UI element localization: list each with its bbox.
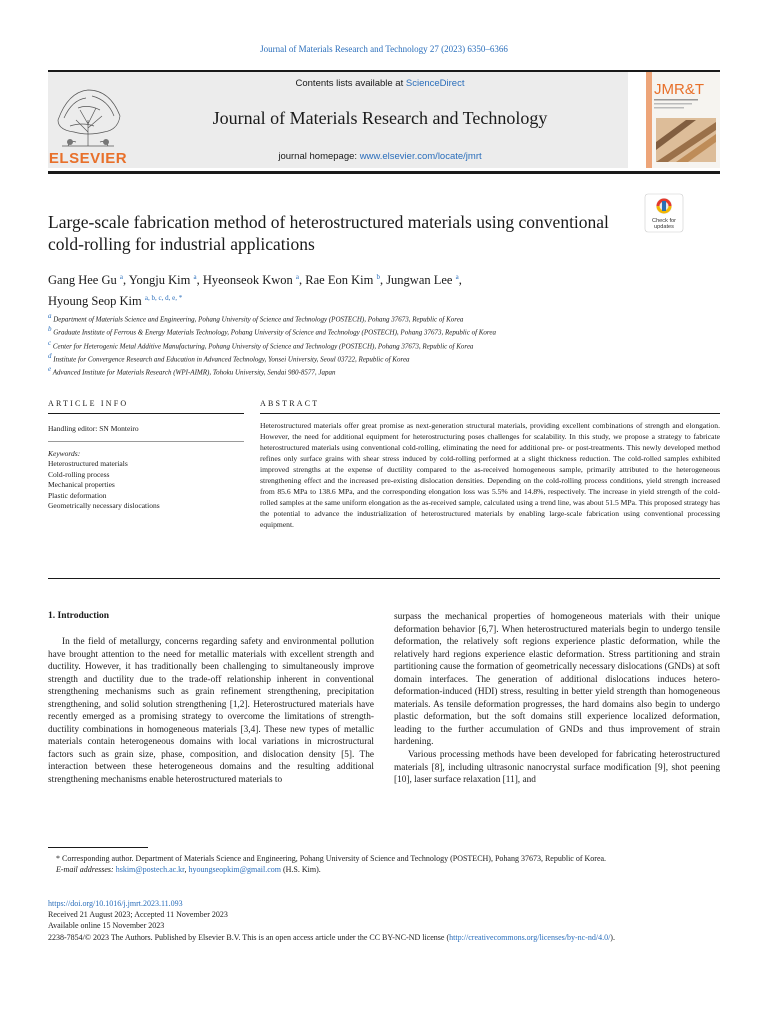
affiliation-text: Department of Materials Science and Engineering, Pohang University of Science and Technology (POSTECH), Pohang 37673, Republic of Korea (53, 315, 464, 324)
author-name[interactable]: Rae Eon Kim (305, 273, 374, 288)
article-title: Large-scale fabrication method of heterostructured materials using conventional cold-rolling for industrial applications (48, 212, 609, 254)
email-label: E-mail addresses: (56, 865, 114, 875)
author-name[interactable]: Gang Hee Gu (48, 273, 117, 288)
homepage-link[interactable]: www.elsevier.com/locate/jmrt (359, 151, 482, 162)
cover-art (646, 72, 720, 168)
affiliation-mark[interactable]: a (455, 273, 459, 281)
email-suffix: (H.S. Kim). (280, 865, 321, 875)
doi-link[interactable]: https://doi.org/10.1016/j.jmrt.2023.11.093 (48, 899, 183, 908)
publisher-name: ELSEVIER (48, 150, 128, 167)
email-link[interactable]: hyoungseopkim@gmail.com (188, 865, 281, 875)
email-separator: , (184, 865, 189, 875)
email-link[interactable]: hskim@postech.ac.kr (115, 865, 185, 875)
publication-info (48, 898, 720, 943)
keyword-item: Mechanical properties (48, 480, 115, 490)
cover-title: JMR&T (654, 81, 704, 98)
author-name[interactable]: Hyoung Seop Kim (48, 294, 142, 309)
license-suffix: ). (610, 932, 615, 942)
journal-citation[interactable]: Journal of Materials Research and Technology 27 (2023) 6350–6366 (260, 44, 508, 54)
online-date: Available online 15 November 2023 (48, 921, 165, 931)
footnotes (48, 853, 720, 875)
keywords-label: Keywords: (48, 449, 81, 458)
affiliation-mark[interactable]: a (295, 273, 300, 281)
check-for-updates-badge[interactable] (644, 193, 684, 233)
body-paragraph: Various processing methods have been developed for fabricating heterostructured materials [8], including ultrasonic nanocrystal surface modification [9], shot peening [10], laser surface relaxation [11], and (394, 750, 720, 786)
affiliation-item (48, 351, 728, 364)
abstract-heading: ABSTRACT (260, 399, 320, 408)
affiliation-letter: c (48, 338, 52, 347)
abstract-rule (260, 413, 720, 414)
affiliation-mark[interactable]: a (119, 273, 123, 281)
keyword-item: Geometrically necessary dislocations (48, 501, 160, 511)
affiliation-text: Institute for Convergence Research and Education in Advanced Technology, Yonsei University, Seoul 03722, Republic of Korea (53, 355, 410, 364)
homepage-prefix: journal homepage: (278, 151, 360, 162)
body-column-right (394, 611, 720, 787)
affiliation-item (48, 338, 728, 351)
received-dates: Received 21 August 2023; Accepted 11 November 2023 (48, 910, 228, 920)
affiliation-letter: e (48, 365, 52, 374)
affiliation-letter: a (48, 312, 52, 320)
affiliation-item (48, 324, 728, 337)
author-name[interactable]: Jungwan Lee (386, 273, 453, 288)
handling-editor: Handling editor: SN Monteiro (48, 424, 139, 433)
affiliation-letter: d (48, 351, 52, 360)
check-badge-line2: updates (654, 224, 674, 230)
journal-title: Journal of Materials Research and Technology (212, 108, 548, 128)
homepage-line (150, 151, 610, 162)
license-prefix: 2238-7854/© 2023 The Authors. Published by Elsevier B.V. This is an open access article under the CC BY-NC-ND license ( (48, 932, 450, 942)
affiliation-text: Graduate Institute of Ferrous & Energy Materials Technology, Pohang University of Science and Technology (POSTECH), Pohang 37673, Republic of Korea (53, 328, 497, 337)
affiliation-text: Advanced Institute for Materials Research (WPI-AIMR), Tohoku University, Sendai 980-8577, Japan (52, 368, 336, 377)
author-name[interactable]: Yongju Kim (128, 273, 191, 288)
contents-prefix: Contents lists available at (295, 78, 406, 89)
contents-line (150, 78, 610, 89)
affiliation-mark[interactable]: a (193, 273, 197, 281)
license-line (48, 932, 720, 943)
body-paragraph: In the field of metallurgy, concerns regarding safety and environmental pollution have brought attention to the need for metallic materials with excellent strength and ductility. However, it has traditionally been challenging to simultaneously improve strength and ductility due to the trade-off relationship inherent in conventional strengthening mechanisms such as grain refinement strengthening, precipitation strengthening, and solid solution strengthening [1,2]. Heterostructured materials have recently emerged as a promising strategy to overcome the limitations of strength-ductility combinations in homogeneous materials [3,4]. These new types of metallic materials contain heterogeneous domains with local variations in microstructural factors such as grain size, phase, composition, and dislocation density [5]. The interaction between these heterogeneous domains and the resulting additional strengthening mechanisms enable heterostructured materials to (48, 637, 374, 786)
handling-editor-rule (48, 441, 244, 442)
keyword-item: Plastic deformation (48, 490, 107, 500)
affiliation-item (48, 364, 728, 377)
email-line (48, 864, 720, 875)
author-name[interactable]: Hyeonseok Kwon (202, 273, 293, 288)
article-info-rule (48, 413, 244, 414)
keywords-block (48, 449, 244, 511)
header-bottom-rule (48, 171, 720, 174)
affiliation-mark[interactable]: b (376, 273, 380, 281)
keyword-item: Heterostructured materials (48, 459, 128, 469)
body-paragraph: surpass the mechanical properties of homogeneous materials with their unique deformation behavior [6,7]. When heterostructured materials begin to undergo tensile deformation, the relatively soft regions experience plastic deformation, while the relatively hard regions experience elastic deformation. Stress partitioning and strain partitioning cause the formation of geometrically necessary dislocations (GNDs) at soft domain interfaces. The generation of additional dislocations induces hetero-deformation-induced (HDI) stress, resulting in better yield strength than homogeneous materials. As tensile deformation progresses, the hard domains also begin to undergo plastic deformation, but the soft domains still experience localized deformation, leading to the further accumulation of GNDs and thus improvement of strain hardening. (394, 612, 720, 748)
affiliation-mark[interactable]: a, b, c, d, e, * (144, 294, 183, 303)
license-link[interactable]: http://creativecommons.org/licenses/by-nc-nd/4.0/ (449, 932, 611, 942)
affiliation-letter: b (48, 325, 52, 334)
body-column-left (48, 636, 374, 787)
keyword-item: Cold-rolling process (48, 469, 110, 479)
abstract-text: Heterostructured materials offer great promise as next-generation structural materials, providing excellent combinations of strength and elongation. However, the need for additional equipment for heterostructuring poses challenges for scalability. In this study, we propose a strategy to fabricate heterostructured materials using conventional cold-rolling, eliminating the need for additional pre- or post-treatments. This newly developed method refines only surface grains with shear stress induced by cold-rolling performed at a slight thickness reduction. The cold-rolled samples exhibited improved strengths at the expense of ductility compared to the as-received homogeneous sample, primarily attributed to the heterogeneous strengthening effect and the increased pre-existing dislocation densities. Depending on the cold-rolling process conditions, yield strength increased from 85.6 MPa to 138.6 MPa, and the corresponding elongation loss was 5.5% and 14.8%, respectively. The increase in yield strength of the cold-rolled samples at the same uniform elongation as the as-received sample, calculated using a trend line, was about 51.5 MPa. This proposed strategy has the potential to advance the industrialization of heterostructured materials by enabling large-scale fabrication using conventional processing equipment. (260, 421, 720, 530)
affiliation-text: Center for Heterogenic Metal Additive Manufacturing, Pohang University of Science and Technology (POSTECH), Pohang 37673, Republic of Korea (52, 341, 474, 350)
author-list: Gang Hee Gu $^a$, Yongju Kim $^a$, Hyeonseok Kwon $^a$, Rae Eon Kim $^b$, Jungwan Lee $^a$, Hyoung Seop Kim $^{a, b, c, d, e, *}$ (48, 273, 462, 309)
section-heading-introduction: 1. Introduction (48, 611, 110, 621)
corresponding-author-note: * Corresponding author. Department of Materials Science and Engineering, Pohang University of Science and Technology (POSTECH), Pohang 37673, Republic of Korea. (56, 854, 607, 863)
journal-cover-thumbnail[interactable] (646, 72, 720, 168)
affiliation-list (48, 311, 728, 378)
affiliation-item (48, 311, 728, 324)
sciencedirect-link[interactable]: ScienceDirect (405, 78, 465, 89)
article-info-heading: ARTICLE INFO (48, 399, 129, 408)
footnote-rule (48, 847, 148, 848)
check-badge-line1: Check for (652, 218, 676, 224)
abstract-end-rule (48, 578, 720, 579)
